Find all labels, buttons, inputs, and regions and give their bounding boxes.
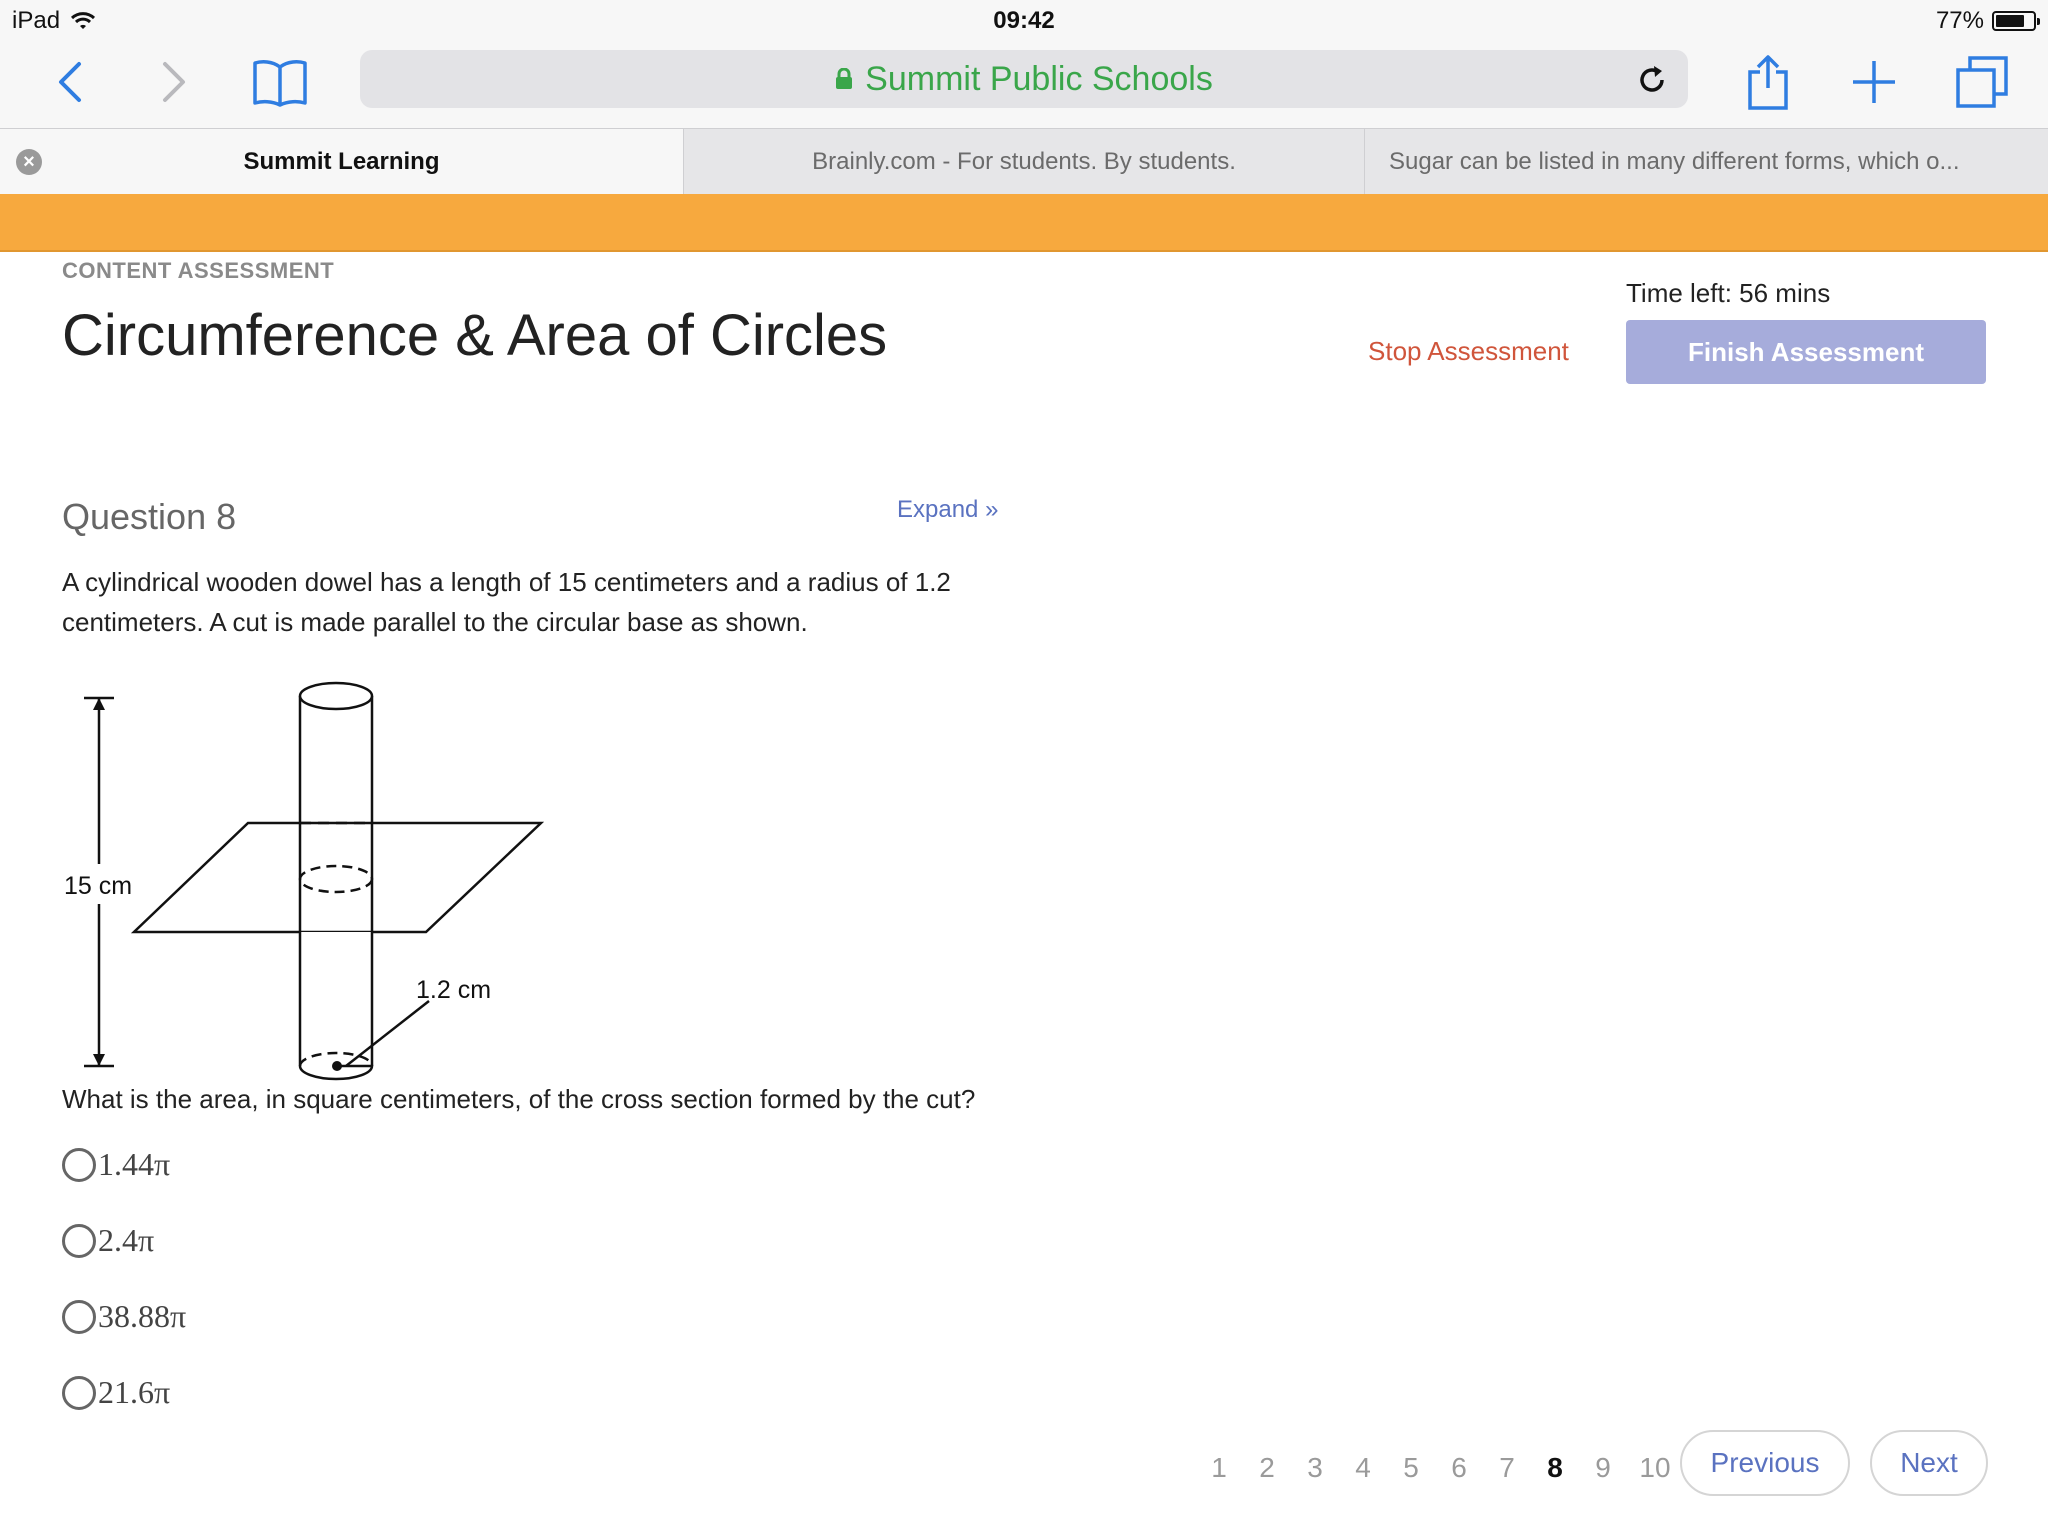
orange-banner xyxy=(0,194,2048,252)
section-kicker: CONTENT ASSESSMENT xyxy=(62,258,335,283)
radio-button[interactable] xyxy=(62,1376,96,1410)
tabs-icon[interactable] xyxy=(1950,52,2014,112)
page-link[interactable]: 2 xyxy=(1259,1452,1275,1483)
cylinder xyxy=(300,683,372,1079)
radius-label: 1.2 cm xyxy=(416,976,492,1004)
browser-toolbar xyxy=(0,42,2048,128)
expand-link[interactable]: Expand » xyxy=(897,496,999,523)
share-icon[interactable] xyxy=(1736,52,1800,112)
page-link[interactable]: 7 xyxy=(1499,1452,1515,1483)
page-title: Circumference & Area of Circles xyxy=(62,303,888,368)
pagination xyxy=(1195,1436,1683,1500)
answer-choice[interactable] xyxy=(62,1146,170,1183)
page-link[interactable]: 4 xyxy=(1355,1452,1371,1483)
radio-button[interactable] xyxy=(62,1148,96,1182)
radio-button[interactable] xyxy=(62,1224,96,1258)
tab-label: Sugar can be listed in many different forms, which o... xyxy=(1389,147,1960,175)
page-link[interactable]: 5 xyxy=(1403,1452,1419,1483)
page-link[interactable]: 9 xyxy=(1595,1452,1611,1483)
tab-summit-learning[interactable] xyxy=(0,129,683,194)
cylinder-cross-section-figure xyxy=(56,676,556,1086)
reload-icon[interactable] xyxy=(1634,62,1670,98)
battery-percent: 77% xyxy=(1935,7,1984,34)
bookmarks-icon[interactable] xyxy=(248,52,312,112)
choice-label: 21.6π xyxy=(98,1374,171,1410)
length-label: 15 cm xyxy=(64,872,133,900)
previous-button[interactable]: Previous xyxy=(1680,1430,1850,1496)
answer-choice[interactable] xyxy=(62,1298,186,1335)
choice-label: 2.4π xyxy=(98,1222,155,1258)
page-link-current[interactable]: 8 xyxy=(1547,1452,1563,1483)
lock-icon xyxy=(835,68,853,90)
tab-label: Summit Learning xyxy=(243,147,440,175)
choice-label: 38.88π xyxy=(98,1298,187,1334)
tab-sugar[interactable] xyxy=(1364,129,2048,194)
page-link[interactable]: 1 xyxy=(1211,1452,1227,1483)
page-link[interactable]: 3 xyxy=(1307,1452,1323,1483)
cut-plane xyxy=(134,823,541,932)
answer-choice[interactable] xyxy=(62,1374,170,1411)
device-name: iPad xyxy=(12,7,61,34)
next-button[interactable]: Next xyxy=(1870,1430,1988,1496)
new-tab-icon[interactable] xyxy=(1842,52,1906,112)
battery-icon xyxy=(1992,11,2036,31)
url-text: Summit Public Schools xyxy=(865,59,1213,98)
radio-button[interactable] xyxy=(62,1300,96,1334)
time-left: Time left: 56 mins xyxy=(1626,278,1831,308)
clock: 09:42 xyxy=(993,7,1055,34)
tab-label: Brainly.com - For students. By students. xyxy=(812,147,1236,175)
address-bar[interactable] xyxy=(360,50,1688,108)
page-link[interactable]: 10 xyxy=(1639,1452,1671,1483)
page-link[interactable]: 6 xyxy=(1451,1452,1467,1483)
forward-icon[interactable] xyxy=(142,52,206,112)
answer-choice[interactable] xyxy=(62,1222,154,1259)
tab-brainly[interactable] xyxy=(683,129,1364,194)
stop-assessment-link[interactable]: Stop Assessment xyxy=(1368,336,1569,366)
question-number: Question 8 xyxy=(62,496,237,537)
tab-strip xyxy=(0,128,2048,194)
back-icon[interactable] xyxy=(38,52,102,112)
close-tab-icon[interactable]: × xyxy=(16,149,42,175)
finish-assessment-button[interactable]: Finish Assessment xyxy=(1626,320,1986,384)
status-bar xyxy=(0,0,2048,42)
choice-label: 1.44π xyxy=(98,1146,171,1182)
question-text: A cylindrical wooden dowel has a length of 15 centimeters and a radius of 1.2 centimeters. A cut is made parallel to the circular base as shown. xyxy=(62,567,951,637)
question-prompt: What is the area, in square centimeters, of the cross section formed by the cut? xyxy=(62,1084,976,1114)
